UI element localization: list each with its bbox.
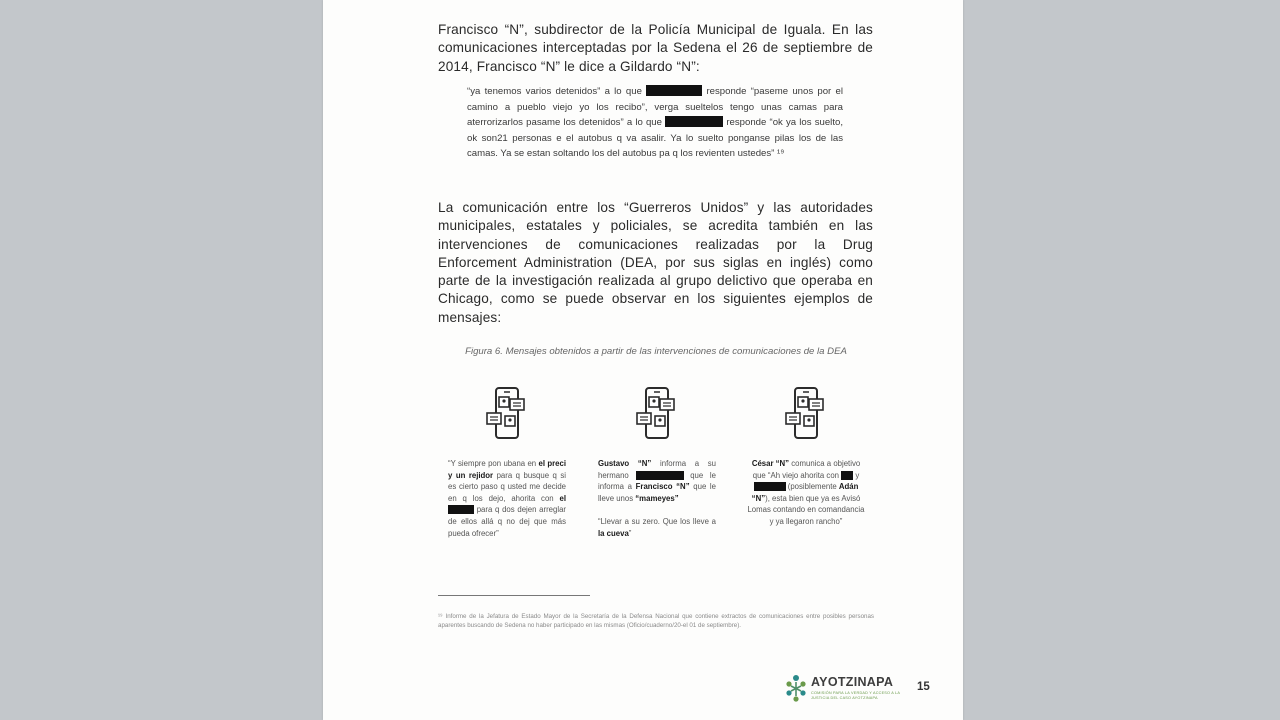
document-page <box>323 0 963 720</box>
message-highlight: César “N” <box>751 459 790 468</box>
footnote-divider <box>438 595 590 596</box>
message-example-1 <box>448 386 566 539</box>
message-highlight: el <box>559 493 567 503</box>
redaction-bar <box>665 116 723 127</box>
message-highlight: Adán “N” <box>751 482 859 503</box>
dea-paragraph: La comunicación entre los “Guerreros Unidos” y las autoridades municipales, estatales y policiales, se acredita también en las intervenciones de comunicaciones realizadas por la Drug Enforcement Administration (DEA, por sus siglas en inglés) como parte de la investigación realizada al grupo delictivo que operaba en Chicago, como se puede observar en los siguientes ejemplos de mensajes: <box>438 200 873 325</box>
message-highlight: Gustavo “N” <box>598 459 652 468</box>
message-fragment: objetivo que “Ah viejo ahorita con <box>752 459 861 480</box>
message-text <box>448 458 566 539</box>
message-fragment: informa a su hermano <box>598 459 716 480</box>
message-highlight: la cueva <box>598 528 629 538</box>
quote-text-1: “ya tenemos varios detenidos” a lo que <box>467 86 642 97</box>
message-highlight: “mameyes” <box>635 493 679 503</box>
quote-text-3: responde “ok ya los suelto, ok son21 personas e el autobus q va asalir. Ya lo suelto ponganse pilas los de las camas. Ya se estan soltando los del autobus pa q los revienten ustedes” ¹⁹ <box>467 117 843 160</box>
message-fragment: comunica a <box>791 459 832 468</box>
message-fragment: que le informa a <box>598 470 717 492</box>
redaction-bar <box>448 505 474 514</box>
message-highlight: Francisco “N” <box>635 482 690 492</box>
message-fragment: ” <box>628 528 632 538</box>
message-fragment: y <box>855 470 860 480</box>
message-highlight: el preci y un rejidor <box>448 459 567 480</box>
message-text <box>747 458 865 528</box>
intercepted-quote <box>467 84 843 162</box>
message-fragment: que le lleve unos <box>598 482 716 503</box>
redaction-bar <box>754 482 786 491</box>
phone-messages-icon <box>633 386 681 442</box>
redaction-bar <box>841 471 853 480</box>
page-number: 15 <box>917 681 930 693</box>
message-fragment: para q busque q si es cierto paso q usted me decide en q los dejo, ahorita con <box>448 470 566 503</box>
message-fragment: “Llevar a su zero. Que los lleve a <box>598 516 716 526</box>
message-fragment: para q dos dejen arreglar de ellos allá q no dej que más pueda ofrecer” <box>448 505 567 538</box>
phone-messages-icon <box>483 386 531 442</box>
message-example-2 <box>598 386 716 539</box>
message-example-3 <box>747 386 865 528</box>
message-text <box>598 458 716 539</box>
figure-caption: Figura 6. Mensajes obtenidos a partir de las intervenciones de comunicaciones de la DEA <box>465 346 847 357</box>
quote-text-2: responde “paseme unos por el camino a pueblo viejo yo los recibo”, verga sueltelos tengo unas camas para aterrorizarlos pasame los detenidos” a lo que <box>467 86 843 129</box>
message-fragment: (posiblemente <box>787 482 837 492</box>
message-fragment: “Y siempre pon ubana en <box>448 459 537 468</box>
footnote: ¹⁹ Informe de la Jefatura de Estado Mayor de la Secretaría de la Defensa Nacional que contiene extractos de comunicaciones entre posibles personas aparentes buscando de Sedena no haber participado en las mismas (Oficio/cuaderno/20-el 01 de septiembre). <box>438 613 874 629</box>
intro-paragraph: Francisco “N”, subdirector de la Policía Municipal de Iguala. En las comunicaciones interceptadas por la Sedena el 26 de septiembre de 2014, Francisco “N” le dice a Gildardo “N”: <box>438 22 873 74</box>
message-fragment: ), esta bien que ya es Avisó Lomas contando en comandancia y ya llegaron rancho” <box>747 493 865 526</box>
commission-emblem-icon <box>785 674 807 702</box>
redaction-bar <box>646 85 702 96</box>
ayotzinapa-logo <box>783 672 933 706</box>
redaction-bar <box>636 471 684 480</box>
phone-messages-icon <box>782 386 830 442</box>
logo-tagline: COMISIÓN PARA LA VERDAD Y ACCESO A LA JUSTICIA DEL CASO AYOTZINAPA <box>811 691 900 700</box>
logo-name: AYOTZINAPA <box>811 675 894 689</box>
